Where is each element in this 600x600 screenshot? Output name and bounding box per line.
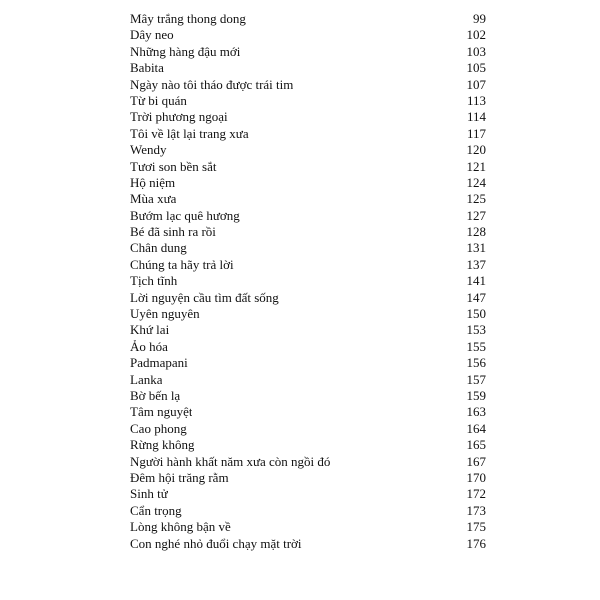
toc-entry-page-number: 127 (466, 207, 486, 223)
toc-entry-title: Lòng không bận về (130, 519, 231, 535)
toc-entry-page-number: 170 (466, 469, 486, 485)
toc-entry (130, 93, 486, 109)
toc-entry-page-number: 99 (473, 11, 486, 26)
toc-entry-title: Tịch tĩnh (130, 273, 178, 289)
toc-entry-page-number: 175 (466, 519, 486, 535)
toc-entry-title: Tươi son bền sắt (130, 158, 217, 174)
toc-entry (130, 536, 486, 552)
toc-entry (130, 126, 486, 142)
toc-entry (130, 437, 486, 453)
toc-entry-page-number: 141 (466, 273, 486, 289)
toc-entry-page-number: 120 (466, 142, 486, 158)
toc-entry-page-number: 155 (466, 338, 486, 354)
toc-entry (130, 60, 486, 76)
toc-entry (130, 322, 486, 338)
toc-entry (130, 519, 486, 535)
toc-entry-title: Lời nguyện cầu tìm đất sống (130, 289, 279, 305)
toc-entry-page-number: 167 (466, 453, 486, 469)
toc-entry (130, 470, 486, 486)
toc-entry-title: Bướm lạc quê hương (130, 207, 240, 223)
toc-entry-page-number: 157 (466, 371, 486, 387)
toc-entry-page-number: 105 (466, 60, 486, 76)
toc-entry-title: Đêm hội trăng rằm (130, 469, 229, 485)
toc-entry-page-number: 150 (466, 306, 486, 322)
toc-entry-title: Trời phương ngoại (130, 109, 228, 125)
toc-entry (130, 257, 486, 273)
toc-entry-title: Chúng ta hãy trả lời (130, 256, 234, 272)
toc-entry-page-number: 121 (466, 158, 486, 174)
toc-entry (130, 421, 486, 437)
toc-entry (130, 372, 486, 388)
toc-entry-title: Khứ lai (130, 322, 170, 338)
toc-entry-page-number: 113 (466, 92, 486, 108)
toc-entry (130, 77, 486, 93)
toc-entry-page-number: 164 (466, 420, 486, 436)
toc-entry (130, 355, 486, 371)
toc-entry-page-number: 163 (466, 404, 486, 420)
toc-entry-page-number: 114 (466, 109, 486, 125)
toc-entry-title: Lanka (130, 371, 163, 387)
toc-entry-page-number: 131 (466, 240, 486, 256)
toc-entry-page-number: 147 (466, 289, 486, 305)
toc-entry (130, 486, 486, 502)
toc-entry-title: Từ bi quán (130, 92, 187, 108)
toc-entry-title: Ảo hóa (130, 338, 168, 354)
toc-entry-title: Bé đã sinh ra rồi (130, 224, 216, 240)
toc-entry (130, 240, 486, 256)
toc-entry-title: Babita (130, 60, 164, 76)
toc-entry (130, 44, 486, 60)
toc-entry (130, 27, 486, 43)
toc-entry (130, 503, 486, 519)
toc-entry-page-number: 125 (466, 191, 486, 207)
toc-entry-page-number: 124 (466, 174, 486, 190)
toc-entry-title: Sinh tử (130, 486, 168, 502)
toc-entry (130, 11, 486, 27)
toc-entry (130, 454, 486, 470)
toc-entry-title: Những hàng đậu mới (130, 43, 241, 59)
toc-entry-page-number: 172 (466, 486, 486, 502)
toc-entry (130, 388, 486, 404)
toc-entry-title: Tôi về lật lại trang xưa (130, 125, 249, 141)
toc-entry (130, 339, 486, 355)
toc-entry-title: Cao phong (130, 420, 187, 436)
toc-entry (130, 109, 486, 125)
toc-entry-title: Padmapani (130, 355, 188, 371)
toc-entry-page-number: 156 (466, 355, 486, 371)
toc-entry-title: Mây trắng thong dong (130, 11, 246, 26)
toc-entry (130, 208, 486, 224)
toc-entry-title: Hộ niệm (130, 174, 176, 190)
toc-entry (130, 175, 486, 191)
toc-entry (130, 273, 486, 289)
toc-entry-page-number: 128 (466, 224, 486, 240)
toc-entry-page-number: 107 (466, 76, 486, 92)
toc-entry-page-number: 176 (466, 535, 486, 551)
toc-entry-title: Người hành khất năm xưa còn ngồi đó (130, 453, 331, 469)
toc-entry (130, 404, 486, 420)
toc-entry-page-number: 137 (466, 256, 486, 272)
toc-entry-title: Rừng không (130, 437, 195, 453)
toc-entry-title: Con nghé nhỏ đuổi chạy mặt trời (130, 535, 302, 551)
toc-entry (130, 290, 486, 306)
toc-entry-title: Bờ bến lạ (130, 387, 181, 403)
toc-entry-title: Cẩn trọng (130, 502, 182, 518)
toc-entry (130, 191, 486, 207)
toc-entry-page-number: 153 (466, 322, 486, 338)
toc-entry (130, 142, 486, 158)
toc-entry-page-number: 117 (466, 125, 486, 141)
toc-entry-title: Mùa xưa (130, 191, 177, 207)
toc-entry-page-number: 165 (466, 437, 486, 453)
toc-entry (130, 159, 486, 175)
toc-entry (130, 224, 486, 240)
toc-entry-page-number: 159 (466, 387, 486, 403)
toc-entry-page-number: 103 (466, 43, 486, 59)
toc-entry-title: Tâm nguyệt (130, 404, 193, 420)
toc-entry-title: Ngày nào tôi tháo được trái tim (130, 76, 294, 92)
toc-entry (130, 306, 486, 322)
toc-entry-title: Wendy (130, 142, 167, 158)
table-of-contents (130, 11, 486, 552)
toc-entry-title: Uyên nguyên (130, 306, 200, 322)
toc-entry-page-number: 173 (466, 502, 486, 518)
toc-entry-title: Chân dung (130, 240, 187, 256)
toc-entry-page-number: 102 (466, 27, 486, 43)
toc-entry-title: Dây neo (130, 27, 174, 43)
